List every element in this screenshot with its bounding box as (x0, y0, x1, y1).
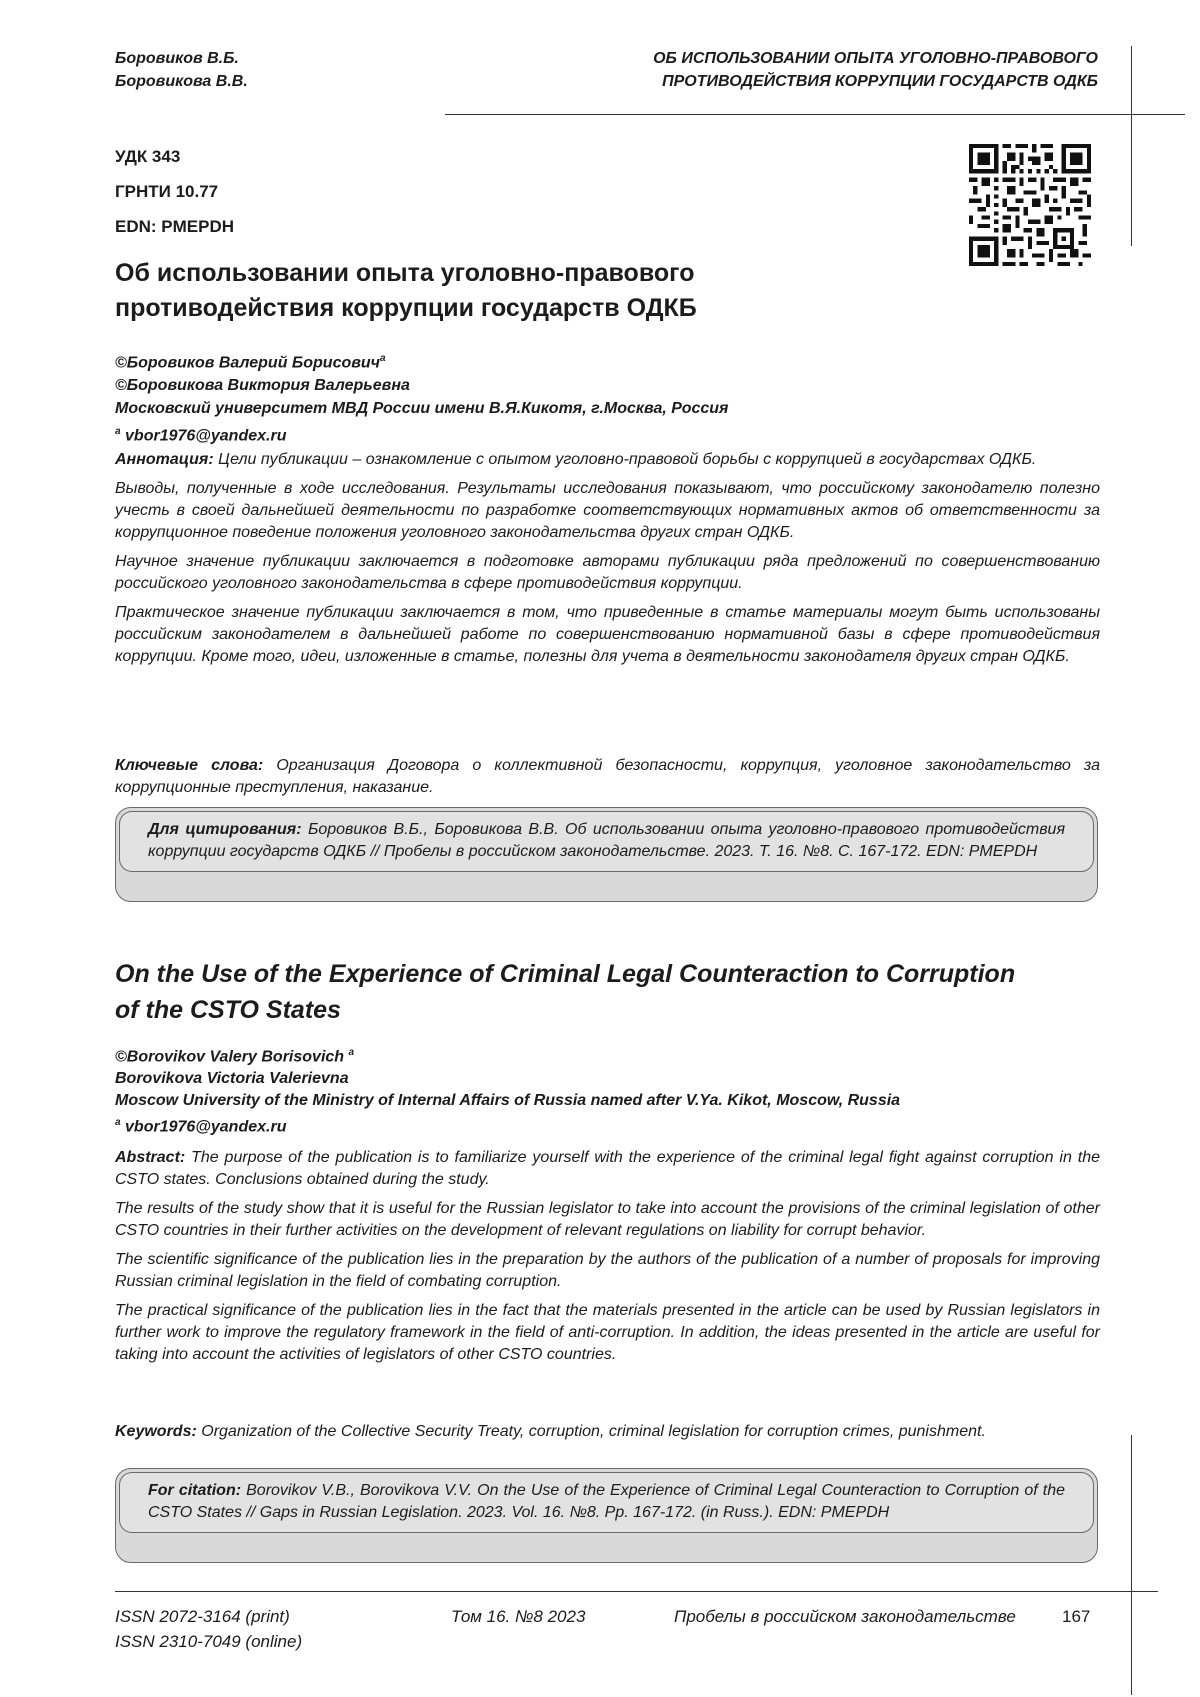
edn-code: EDN: PMEPDH (115, 209, 234, 244)
email-ru-link[interactable]: vbor1976@yandex.ru (125, 428, 286, 445)
author-en-1-sup: a (349, 1047, 355, 1058)
citation-en (119, 1472, 1094, 1533)
keywords-ru-text: Организация Договора о коллективной безопасности, коррупция, уголовное законодательство за коррупционные преступления, наказание. (115, 757, 1100, 796)
article-title-ru (115, 256, 875, 326)
email-en-sup: a (115, 1117, 121, 1128)
citation-ru-text: Боровиков В.Б., Боровикова В.В. Об использовании опыта уголовно-правового противодействия коррупции государств ОДКБ // Пробелы в российском законодательстве. 2023. Т. 16. №8. С. 167-172. EDN: PMEPDH (148, 821, 1065, 860)
author-ru-1: ©Боровиков Валерий Борисовичa (115, 347, 1015, 374)
email-en-link[interactable]: vbor1976@yandex.ru (125, 1119, 286, 1136)
abstract-ru-p2: Выводы, полученные в ходе исследования. Результаты исследования показывают, что российскому законодателю полезно учесть в своей дальнейшей деятельности по разработке соответствующих нормативных актов об ответственности за коррупционное поведение положения уголовного законодательства других стран ОДКБ. (115, 478, 1100, 544)
running-header-authors (115, 47, 248, 93)
email-en (115, 1112, 1100, 1138)
authors-block-ru (115, 347, 1015, 448)
author-en-2: Borovikova Victoria Valerievna (115, 1068, 1100, 1090)
abstract-en (115, 1147, 1100, 1373)
abstract-en-p1: The purpose of the publication is to familiarize yourself with the experience of the criminal legal fight against corruption in the CSTO states. Conclusions obtained during the study. (115, 1149, 1100, 1188)
footer-issn (115, 1604, 302, 1654)
abstract-ru-label: Аннотация: (115, 451, 214, 468)
running-header-title (478, 47, 1098, 93)
keywords-en (115, 1421, 1100, 1450)
footer-journal-name: Пробелы в российском законодательстве (674, 1604, 1016, 1629)
abstract-en-p4: The practical significance of the publication lies in the fact that the materials presented in the article can be used by Russian legislators in further work to improve the regulatory framework in the field of anti-corruption. In addition, the ideas presented in the article are useful for taking into account the activities of legislators of other CSTO countries. (115, 1300, 1100, 1366)
keywords-en-text: Organization of the Collective Security Treaty, corruption, criminal legislation for corruption crimes, punishment. (201, 1423, 986, 1440)
authors-block-en (115, 1042, 1100, 1139)
header-title-line-2: ПРОТИВОДЕЙСТВИЯ КОРРУПЦИИ ГОСУДАРСТВ ОДКБ (478, 70, 1098, 93)
citation-en-text: Borovikov V.B., Borovikova V.V. On the Use of the Experience of Criminal Legal Counteraction to Corruption of the CSTO States // Gaps in Russian Legislation. 2023. Vol. 16. №8. Pp. 167-172. (in Russ.). EDN: PMEPDH (148, 1482, 1065, 1521)
citation-box-en (115, 1468, 1098, 1563)
affiliation-ru: Московский университет МВД России имени В.Я.Кикотя, г.Москва, Россия (115, 397, 1015, 420)
email-ru (115, 420, 1015, 447)
title-en-line-2: of the CSTO States (115, 992, 1100, 1028)
header-author-1: Боровиков В.Б. (115, 47, 248, 70)
title-ru-line-2: противодействия коррупции государств ОДКБ (115, 291, 875, 326)
citation-ru-label: Для цитирования: (148, 821, 302, 838)
issn-print: ISSN 2072-3164 (print) (115, 1604, 302, 1629)
abstract-en-p2: The results of the study show that it is useful for the Russian legislator to take into account the provisions of the criminal legislation of other CSTO countries in their further activities on the development of relevant regulations on liability for corrupt behavior. (115, 1198, 1100, 1242)
title-en-line-1: On the Use of the Experience of Criminal Legal Counteraction to Corruption (115, 956, 1100, 992)
crop-mark-top (1131, 46, 1132, 246)
abstract-ru-p4: Практическое значение публикации заключается в том, что приведенные в статье материалы могут быть использованы российским законодателем в дальнейшей работе по совершенствованию нормативной базы в сфере противодействия коррупции. Кроме того, идеи, изложенные в статье, полезны для учета в деятельности законодателя других стран ОДКБ. (115, 602, 1100, 668)
keywords-ru-label: Ключевые слова: (115, 757, 263, 774)
author-en-1: ©Borovikov Valery Borisovich a (115, 1042, 1100, 1068)
keywords-en-label: Keywords: (115, 1423, 197, 1440)
email-ru-sup: a (115, 426, 121, 437)
page-number: 167 (1062, 1604, 1090, 1629)
citation-box-ru (115, 807, 1098, 902)
abstract-en-label: Abstract: (115, 1149, 185, 1166)
qr-code-icon (969, 144, 1091, 266)
abstract-en-p3: The scientific significance of the publication lies in the preparation by the authors of the publication of a number of proposals for improving Russian criminal legislation in the field of combating corruption. (115, 1249, 1100, 1293)
udk-code: УДК 343 (115, 139, 234, 174)
citation-en-label: For citation: (148, 1482, 241, 1499)
crop-mark-bottom (1131, 1435, 1132, 1695)
title-ru-line-1: Об использовании опыта уголовно-правового (115, 256, 875, 291)
header-author-2: Боровикова В.В. (115, 70, 248, 93)
grnti-code: ГРНТИ 10.77 (115, 174, 234, 209)
author-ru-1-sup: a (380, 353, 386, 364)
abstract-ru (115, 449, 1100, 675)
header-rule (445, 114, 1185, 115)
article-title-en (115, 956, 1100, 1028)
citation-ru (119, 811, 1094, 872)
author-ru-2: ©Боровикова Виктория Валерьевна (115, 374, 1015, 397)
footer-rule (115, 1591, 1158, 1592)
affiliation-en: Moscow University of the Ministry of Internal Affairs of Russia named after V.Ya. Kikot, Moscow, Russia (115, 1090, 1100, 1112)
header-title-line-1: ОБ ИСПОЛЬЗОВАНИИ ОПЫТА УГОЛОВНО-ПРАВОВОГО (478, 47, 1098, 70)
keywords-ru (115, 755, 1100, 806)
issn-online: ISSN 2310-7049 (online) (115, 1629, 302, 1654)
footer-volume: Том 16. №8 2023 (451, 1604, 585, 1629)
abstract-ru-p3: Научное значение публикации заключается в подготовке авторами публикации ряда предложений по совершенствованию российского уголовного законодательства в сфере противодействия коррупции. (115, 551, 1100, 595)
abstract-ru-p1: Цели публикации – ознакомление с опытом уголовно-правовой борьбы с коррупцией в государствах ОДКБ. (218, 451, 1036, 468)
classification-codes (115, 139, 234, 244)
